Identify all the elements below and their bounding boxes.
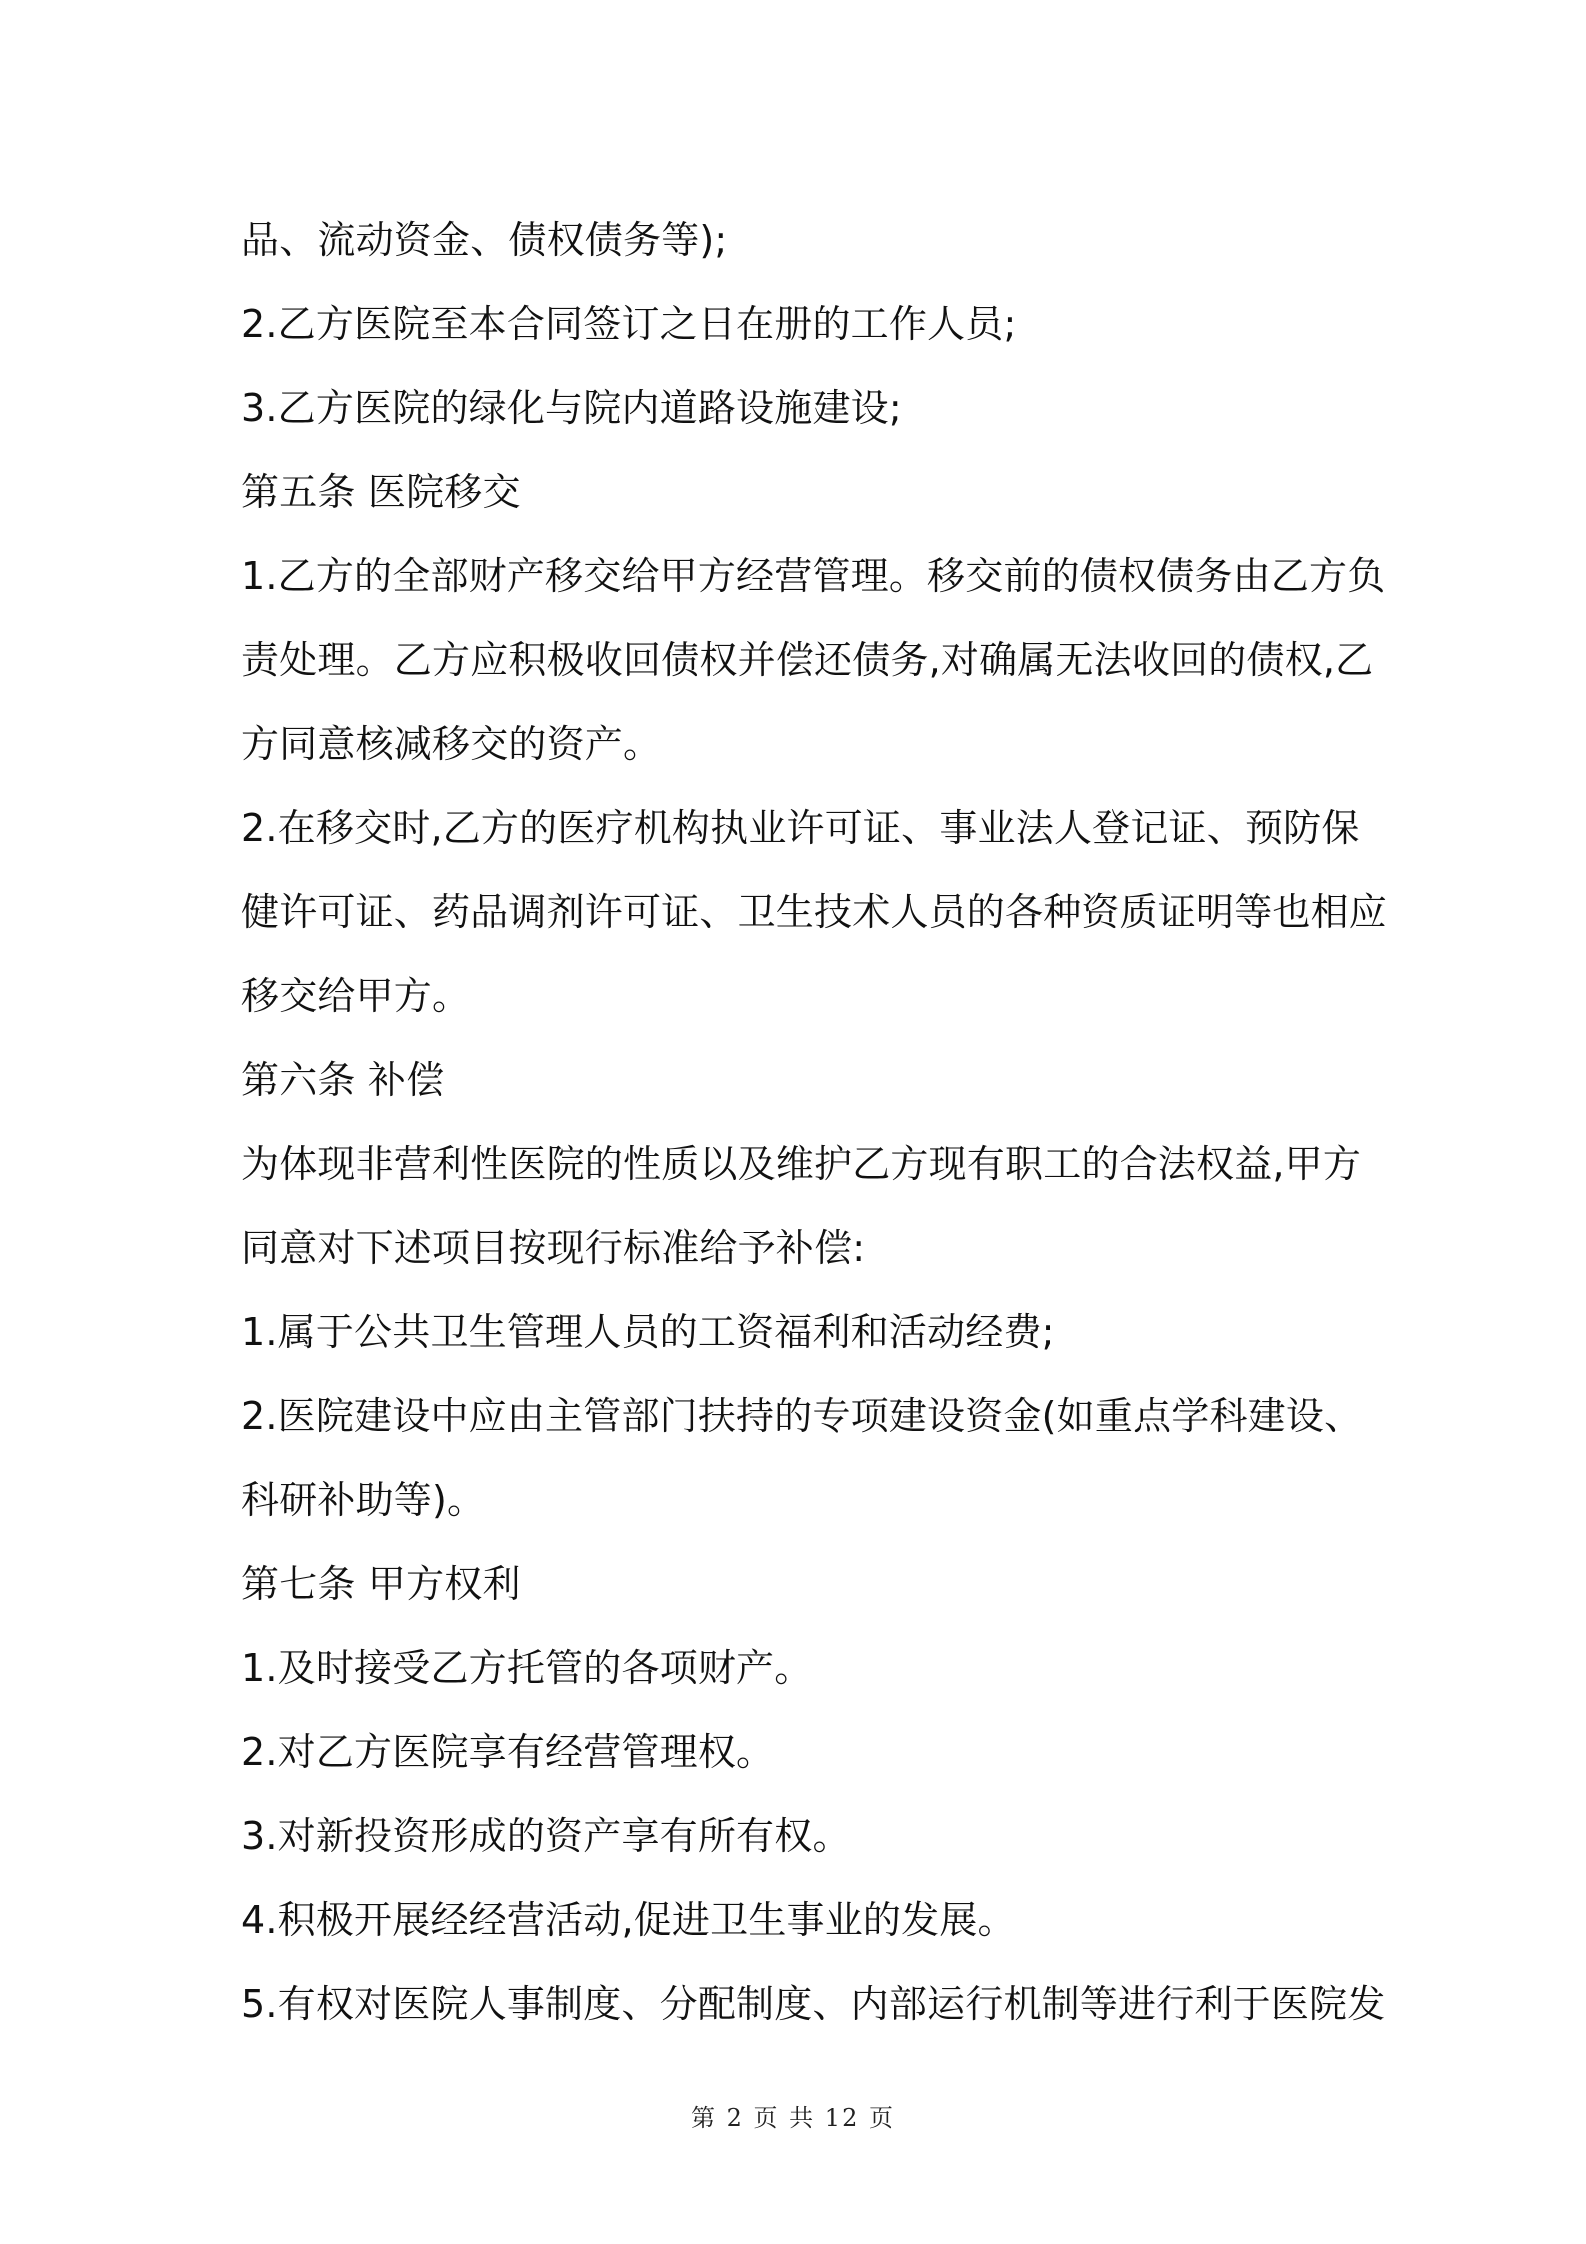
text-line: 2.在移交时,乙方的医疗机构执业许可证、事业法人登记证、预防保: [241, 806, 1360, 850]
page-number-footer: 第 2 页 共 12 页: [691, 2104, 895, 2132]
section-heading: 第六条 补偿: [241, 1058, 445, 1102]
text-line: 2.医院建设中应由主管部门扶持的专项建设资金(如重点学科建设、: [241, 1394, 1363, 1438]
text-line: 5.有权对医院人事制度、分配制度、内部运行机制等进行利于医院发: [241, 1982, 1386, 2026]
text-line: 1.及时接受乙方托管的各项财产。: [241, 1646, 813, 1690]
text-line: 科研补助等)。: [241, 1478, 486, 1522]
text-line: 1.属于公共卫生管理人员的工资福利和活动经费;: [241, 1310, 1055, 1354]
section-heading: 第七条 甲方权利: [241, 1562, 521, 1606]
text-line: 3.乙方医院的绿化与院内道路设施建设;: [241, 386, 902, 430]
document-body: [241, 198, 1388, 2046]
text-line: 3.对新投资形成的资产享有所有权。: [241, 1814, 851, 1858]
text-line: 移交给甲方。: [241, 974, 471, 1018]
section-heading: 第五条 医院移交: [241, 470, 521, 514]
text-line: 责处理。乙方应积极收回债权并偿还债务,对确属无法收回的债权,乙: [241, 638, 1374, 682]
text-line: 同意对下述项目按现行标准给予补偿:: [241, 1226, 866, 1270]
text-line: 4.积极开展经经营活动,促进卫生事业的发展。: [241, 1898, 1016, 1942]
text-line: 方同意核减移交的资产。: [241, 722, 662, 766]
text-line: 为体现非营利性医院的性质以及维护乙方现有职工的合法权益,甲方: [241, 1142, 1362, 1186]
text-line: 健许可证、药品调剂许可证、卫生技术人员的各种资质证明等也相应: [241, 890, 1388, 934]
text-line: 品、流动资金、债权债务等);: [241, 218, 728, 262]
text-line: 2.乙方医院至本合同签订之日在册的工作人员;: [241, 302, 1017, 346]
text-line: 2.对乙方医院享有经营管理权。: [241, 1730, 775, 1774]
text-line: 1.乙方的全部财产移交给甲方经营管理。移交前的债权债务由乙方负: [241, 554, 1386, 598]
